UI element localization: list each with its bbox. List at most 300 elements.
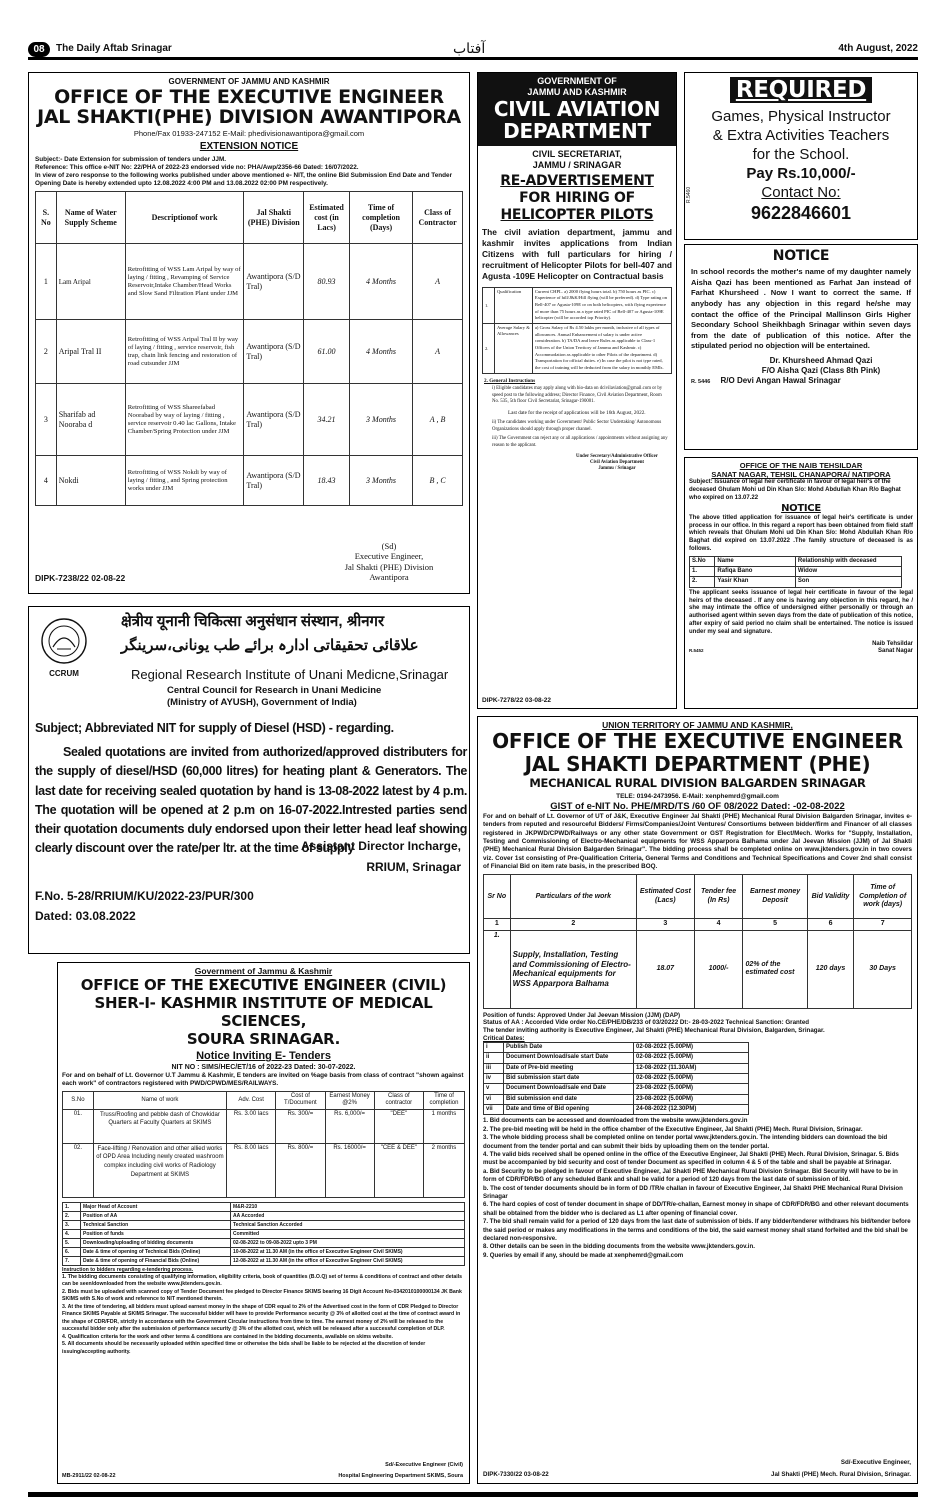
cell: 1. bbox=[63, 1202, 81, 1211]
ad1-th: Name of Water Supply Scheme bbox=[56, 192, 125, 244]
ad8-sig-1: Sd/-Executive Engineer, bbox=[840, 1459, 911, 1467]
cell: v bbox=[484, 1084, 504, 1094]
table-row bbox=[690, 577, 902, 587]
ad1-th: Time of completion (Days) bbox=[349, 192, 412, 244]
issue-date: 4th August, 2022 bbox=[838, 43, 918, 54]
cell: Downloading/uploading of bidding documents bbox=[81, 1238, 231, 1247]
table-row bbox=[36, 320, 463, 384]
cell: Yasir Khan bbox=[715, 577, 795, 587]
newspaper-logo: آفتاب bbox=[453, 40, 486, 56]
cell: Date & time of opening of Financial Bids (Online) bbox=[81, 1257, 231, 1266]
cell: Technical Sanction Accorded bbox=[231, 1220, 465, 1229]
ad7-nit: NIT NO : SIMS/HEC/ET/16 of 2022-23 Dated: 30-07-2022. bbox=[171, 1063, 356, 1071]
ad5-rno: R.5452 bbox=[689, 647, 704, 653]
ad4-sig-row bbox=[691, 376, 911, 386]
cell: M&R-2210 bbox=[231, 1202, 465, 1211]
cell: vii bbox=[484, 1105, 504, 1115]
ad5-sig-2: Sanat Nagar bbox=[877, 647, 913, 654]
ad1-title-1: OFFICE OF THE EXECUTIVE ENGINEER bbox=[54, 85, 444, 108]
ad6-sig-1: Assistant Director Incharge, bbox=[300, 839, 461, 853]
cell: 02% of the estimated cost bbox=[743, 930, 807, 1008]
cell: Supply, Installation, Testing and Commissioning of Electro-Mechanical equipments for WSS Apparpora Balhama bbox=[510, 930, 636, 1008]
ad8-title-3: MECHANICAL RURAL DIVISION BALGARDEN SRINAGAR bbox=[529, 776, 866, 791]
ad-civil-aviation bbox=[477, 72, 677, 709]
ad7-info-table bbox=[62, 1202, 465, 1267]
table-row bbox=[63, 1257, 465, 1266]
table-row bbox=[36, 384, 463, 456]
table-row bbox=[484, 1094, 749, 1104]
cell: Current CHPL. a) 2000 flying hours total. b) 750 hours as PIC. c) Experience of hill/J&K/Hill flying (will be preferred). d) Type rating on Bell-407 or Agusta-109E or on both helicopters, with flying experience of more than 75 hours as a type rated PIC of Bell-407 or Agusta-109E helicopter (will be accorded top Priority). bbox=[532, 287, 671, 323]
cell: S.No bbox=[63, 1091, 94, 1109]
ad1-th: Estimated cost (in Lacs) bbox=[304, 192, 350, 244]
table-row bbox=[484, 1043, 749, 1053]
ccrum-logo bbox=[35, 611, 93, 681]
table-row bbox=[63, 1211, 465, 1220]
cell: Son bbox=[795, 577, 901, 587]
ad6-sig-2: RRIUM, Srinagar bbox=[366, 859, 461, 874]
cell: ii bbox=[484, 1053, 504, 1063]
ad4-sig-2: F/O Aisha Qazi (Class 8th Pink) bbox=[761, 365, 881, 375]
table-row bbox=[484, 930, 912, 1008]
cell: 1000/- bbox=[694, 930, 743, 1008]
ad2-sign-1: Under Secretary/Administrative Officer bbox=[576, 454, 658, 460]
ad8-body: For and on behalf of Lt. Governor of UT of J&K, Executive Engineer Jal Shakti (PHE) Mechanical Rural Division Balgarden Srinagar, invites e-tenders from reputed and resourceful Bidders/ Firms/Companies/Joint Ventures/ Consortiums between bidder/firm and Financer of all classes registered in JKPWD/CPWD/Railways or any other state Government or GST Registration for Elect/Mech. Works for "Supply, Installation, Testing and Commissioning of Electro-Mechanical equipments for WSS Apparpora Balhama under Jal Jeevan Mission (JJM) of Jal Shakti (PHE) Mechanical Rural Division Balgarden Srinagar". The bidding process shall be completed online on www.jktenders.gov.in in two covers viz. Cover 1st consisting of Pre-Qualification Criteria, General Terms and Conditions and Technical Specifications and Cover 2nd shall consist of Financial Bid on item rate basis, in the prescribed BOQ. bbox=[483, 812, 912, 871]
ad4-title: NOTICE bbox=[772, 248, 830, 264]
ad8-point: 3. The whole bidding process shall be completed online on tender portal www.jktenders.gov.in. The intending bidders can download the bid document from the tender portal and can submit their bids by uploading them on the tender portal. bbox=[483, 1134, 888, 1150]
cell: Relationship with deceased bbox=[795, 556, 901, 566]
ad2-body: The civil aviation department, jammu and kashmir invites applications from Indian Citizens with full particulars for hiring / recruitment of Helicopter Pilots for bell-407 and Agusta -109E Helicopter on Contractual basis bbox=[482, 227, 672, 281]
ad1-subject: Subject:- Date Extension for submission of tenders under JJM. bbox=[35, 156, 227, 164]
ad6-eng-1: Regional Research Institute of Unani Medicne,Srinagar bbox=[131, 667, 449, 682]
cell: Rs. 3.00 lacs bbox=[227, 1109, 276, 1143]
ad5-body-1: The above titled application for issuance of legal heir's certificate is under process in our office. In this regard a report has been obtained from field staff which reveals that Ghulam Mohi ud Din Khan S/o: Mohd Abdullah Khan R/o Baghat did expired on 13.07.2022 .The family structure of deceased is as follows. bbox=[689, 514, 913, 553]
ad8-point: 1. Bid documents can be accessed and downloaded from the website www.jktenders.gov.in bbox=[483, 1117, 748, 1125]
cell: Awantipora (S/D Tral) bbox=[244, 456, 304, 506]
cell: A bbox=[413, 244, 463, 320]
cell: 3 bbox=[36, 384, 57, 456]
ad8-point: 8. Other details can be seen in the bidding documents from the website www.jktenders.gov.in. bbox=[483, 1243, 755, 1251]
cell: 80.93 bbox=[304, 244, 350, 320]
ad1-contact: Phone/Fax 01933-247152 E-Mail: phedivisionawantipora@gmail.com bbox=[133, 128, 365, 138]
ad5-notice: NOTICE bbox=[781, 502, 821, 514]
cell: 4. bbox=[63, 1229, 81, 1238]
cell: 61.00 bbox=[304, 320, 350, 384]
ad4-sig-1: Dr. Khursheed Ahmad Qazi bbox=[769, 356, 873, 366]
cell: 6. bbox=[63, 1248, 81, 1257]
ad2-dept-2: DEPARTMENT bbox=[503, 118, 651, 143]
cell: Average Salary & Allowances bbox=[494, 324, 532, 374]
ad2-sign-2: Civil Aviation Department bbox=[589, 460, 644, 466]
cell: Face-lifting / Renovation and other allied works of OPD Area Including newly created washroom complex including civil works of Radiology Department at SKIMS bbox=[93, 1143, 226, 1197]
ad7-instr-4: 4. Qualification criteria for the work and other terms & conditions are contained in the bidding documents, available on skims website. bbox=[62, 1333, 393, 1340]
ad6-eng-2: Central Council for Research in Unani Medicine bbox=[167, 685, 382, 696]
ad8-point: 9. Queries by email if any, should be made at xenphemrd@gmail.com bbox=[483, 1251, 684, 1259]
ad1-th: S. No bbox=[36, 192, 57, 244]
ad3-line-1: Games, Physical Instructor bbox=[711, 108, 891, 126]
ad2-signature bbox=[558, 454, 676, 472]
ad2-readvertisement: RE-ADVERTISEMENT bbox=[500, 172, 654, 189]
ad8-dates-table bbox=[483, 1042, 749, 1115]
ad7-sig: Sd/-Executive Engineer (Civil) bbox=[385, 1462, 463, 1469]
ad7-instr-1: 1. The bidding documents consisting of qualifying information, eligibility criteria, book of quantities (B.O.Q) set of terms & conditions of contract and other details can be seen/downloaded from the website www.jktenders.gov.in. bbox=[62, 1273, 463, 1288]
ad2-dipk: DIPK-7278/22 03-08-22 bbox=[482, 697, 552, 705]
ad-rrium-diesel bbox=[28, 606, 470, 954]
cell: Bid submission start date bbox=[504, 1074, 634, 1084]
cell: Adv. Cost bbox=[227, 1091, 276, 1109]
ad2-dept-1: CIVIL AVIATION bbox=[493, 96, 661, 121]
cell: Awantipora (S/D Tral) bbox=[244, 384, 304, 456]
ad1-th: Class of Contractor bbox=[413, 192, 463, 244]
cell: 120 days bbox=[807, 930, 854, 1008]
ad4-rno: R. 5446 bbox=[691, 378, 711, 385]
cell: Rs. 800/= bbox=[276, 1143, 325, 1197]
cell: 4 bbox=[694, 919, 743, 931]
cell: Rs. 8.00 lacs bbox=[227, 1143, 276, 1197]
cell: Rs. 6,000/= bbox=[325, 1109, 374, 1143]
ad8-critical-dates-title: Critical Dates: bbox=[483, 1034, 525, 1042]
ad1-sd: (Sd) bbox=[381, 541, 397, 551]
ad6-signature bbox=[301, 839, 461, 874]
cell: 2 months bbox=[423, 1143, 464, 1197]
ad1-reference: Reference: This office e-NIT No: 22/PHA of 2022-23 endorsed vide no: PHA/Awp/2356-66 Dated: 16/07/2022. bbox=[35, 163, 359, 171]
ad2-header-block bbox=[478, 73, 676, 146]
cell: S.No bbox=[690, 556, 715, 566]
cell: Bid submission end date bbox=[504, 1094, 634, 1104]
ad1-sign-2: Jal Shakti (PHE) Division bbox=[344, 561, 434, 572]
cell: 1 bbox=[484, 919, 511, 931]
table-row bbox=[63, 1229, 465, 1238]
ad6-subject: Subject; Abbreviated NIT for supply of Diesel (HSD) - regarding. bbox=[35, 721, 394, 735]
cell: Date and time of Bid opening bbox=[504, 1105, 634, 1115]
cell: 3 bbox=[637, 919, 695, 931]
cell: Qualification bbox=[494, 287, 532, 323]
ad8-title-1: OFFICE OF THE EXECUTIVE ENGINEER bbox=[492, 729, 903, 754]
cell: 7 bbox=[854, 919, 912, 931]
footer-rule bbox=[28, 1492, 918, 1497]
cell: Date & time of opening of Technical Bids (Online) bbox=[81, 1248, 231, 1257]
cell: 02-08-2022 (5.00PM) bbox=[634, 1043, 749, 1053]
ad7-sig-2: Hospital Engineering Department SKIMS, Soura bbox=[338, 1473, 463, 1480]
ad8-works-table bbox=[483, 874, 912, 1009]
ad8-point: 7. The bid shall remain valid for a period of 120 days from the last date of submission of bids. If any bidder/tenderer withdraws his bid/tender before the said period or makes any modifications in the terms and conditions of the bid, the said earnest money shall stand forfeited and the bid shall be declared non-responsive. bbox=[483, 1218, 911, 1243]
ad8-authority: The tender inviting authority is Executive Engineer, Jal Shakti (PHE) Mechanical Rural Division, Balgarden, Srinagar. bbox=[483, 1027, 825, 1035]
cell: 1. bbox=[690, 567, 715, 577]
ad2-sec-2: JAMMU / SRINAGAR bbox=[532, 159, 622, 170]
table-row bbox=[690, 567, 902, 577]
cell: 1 months bbox=[423, 1109, 464, 1143]
ad8-point: 6. The hard copies of cost of tender document in shape of DD/TR/e-challan, Earnest money in shape of CDR/FDR/BG and other relevant documents shall be obtained from the bidder who is declared as L1 after opening of financial cover. bbox=[483, 1201, 909, 1217]
cell: Technical Sanction bbox=[81, 1220, 231, 1229]
ad2-sign-3: Jammu / Srinagar bbox=[598, 465, 636, 471]
ad6-body: Sealed quotations are invited from authorized/approved distributers for the supply of diesel/HSD (60,000 litres) for heating plant & Generators. The last date for receiving sealed quotation by hand is 13-08-2022 latest by 4 p.m. The quotation will be opened at 2 p.m on 16-07-2022.Intrested parties send their quotation documents duly endorsed upon their letter head leaf showing clearly discount over the rate/per ltr. at the time of supply bbox=[35, 745, 467, 856]
ad8-dipk: DIPK-7330/22 03-08-22 bbox=[483, 1471, 549, 1479]
ad1-government: GOVERNMENT OF JAMMU AND KASHMIR bbox=[168, 77, 330, 86]
ad2-for: FOR HIRING OF bbox=[519, 189, 635, 206]
ad8-gist: GIST of e-NIT No. PHE/MRD/TS /60 OF 08/2022 Dated: -02-08-2022 bbox=[550, 801, 845, 813]
ad2-gen-text: i) Eligible candidates may apply along with bio-data on dcivilaviation@gmail.com or by speed post to the following address; Director Finance, Civil Aviation Department, Room No. 535, 5th floor Civil Secretariat, Srinagar-190001. bbox=[492, 385, 663, 405]
ad5-sanat: SANAT NAGAR, TEHSIL CHANAPORA/ NATIPORA bbox=[711, 470, 891, 480]
ad8-sig-2: Jal Shakti (PHE) Mech. Rural Division, Srinagar. bbox=[771, 1471, 911, 1479]
table-row bbox=[484, 919, 912, 931]
page-header bbox=[28, 40, 918, 62]
table-row bbox=[484, 1084, 749, 1094]
cell: Name bbox=[715, 556, 795, 566]
ad1-body: In view of zero response to the following works published under above mentioned e- NIT, the online Bid Submission End Date and Tender Opening Date is hereby extended upto 12.08.2022 4:00 PM and 13.08.2022 02:00 PM respectively. bbox=[35, 171, 453, 187]
newspaper-name: The Daily Aftab Srinagar bbox=[56, 43, 172, 54]
cell: 4 Months bbox=[349, 244, 412, 320]
ad7-instr-2: 2. Bids must be uploaded with scanned copy of Tender Document fee pledged to Director Finance SKIMS bearing 16 Digit Account No-0342010100000134 JK Bank SKIMS with S.No of work and reference to NIT mentioned therein. bbox=[62, 1288, 462, 1303]
cell: AA Accorded bbox=[231, 1211, 465, 1220]
ad5-body-2: The applicant seeks issuance of legal heir certificate in favour of the legal heirs of the deceased . If any one is having any objection in this regard, he / she may intimate the office of undersigned either personally or through an authorised agent within seven days from the date of publication of this notice, after expiry of said period no claim shall be entertained. The notice is issued under my seal and signature. bbox=[689, 589, 913, 635]
cell: 3. bbox=[63, 1220, 81, 1229]
ad1-sign-3: Awantipora bbox=[369, 572, 409, 583]
ad2-last-date: Last date for the receipt of applications will be 16th August, 2022. bbox=[508, 410, 646, 417]
ad6-dated: Dated: 03.08.2022 bbox=[35, 909, 136, 923]
cell: Position of funds bbox=[81, 1229, 231, 1238]
table-row bbox=[63, 1248, 465, 1257]
ad5-family-table bbox=[689, 556, 902, 588]
ccrum-logo-text: CCRUM bbox=[49, 669, 79, 678]
cell: 02-08-2022 (5.00PM) bbox=[634, 1053, 749, 1063]
ad-jal-shakti-mechanical bbox=[477, 716, 918, 1484]
ad1-works-table bbox=[35, 191, 463, 506]
ad1-signature bbox=[319, 541, 459, 582]
cell: Major Head of Account bbox=[81, 1202, 231, 1211]
ad2-instr-ii: ii) The candidates working under Government/ Public Sector Undertaking/ Autonomous Organizations should apply through proper channel. bbox=[492, 420, 662, 433]
cell: "DEE" bbox=[374, 1109, 423, 1143]
ad2-gen-title: 2. General Instructions bbox=[484, 377, 536, 384]
cell: 4 Months bbox=[349, 320, 412, 384]
ad-naib-tehsildar bbox=[684, 457, 918, 709]
ad3-phone: 9622846601 bbox=[750, 203, 852, 224]
ad7-footer bbox=[62, 1473, 463, 1480]
cell: A , B bbox=[413, 384, 463, 456]
cell: 5 bbox=[743, 919, 807, 931]
ad3-pay: Pay Rs.10,000/- bbox=[746, 165, 856, 183]
ad5-sig-row bbox=[689, 648, 913, 655]
cell: 18.07 bbox=[637, 930, 695, 1008]
table-row: 1. Qualification Current CHPL. a) 2000 flying hours total. b) 750 hours as PIC. c) Experience of hill/J&K/Hill flying (will be preferred). d) Type rating on Bell-407 or Agusta-109E or on both helicopters, with flying experience of more than 75 hours as a type rated PIC of Bell-407 or Agusta-109E helicopter (will be accorded top Priority). bbox=[483, 287, 672, 323]
cell: Awantipora (S/D Tral) bbox=[244, 244, 304, 320]
ad7-instr-3: 3. At the time of tendering, all bidders must upload earnest money in the shape of CDR equal to 2% of the Advertised cost in the form of CDR Pledged to Director Finance SKIMS Payable at SKIMS Srinagar. The successful bidder will have to provide Performance security @ 3% of allotted cost at the time of contract award in the shape of CDR/FDR, strictly in accordance with the Government Circular instructions from time to time. The earnest money of 2% will be released to the successful bidder only after the submission of performance security @ 3% of the allotted cost, which will be released after a successful completion of DLP. bbox=[62, 1303, 461, 1333]
table-row bbox=[63, 1091, 465, 1109]
cell: "CEE & DEE" bbox=[374, 1143, 423, 1197]
ad5-subject: Subject: Issuance of legal heir certificate in favour of legal heir's of the deceased Ghulam Mohi ud Din Khan S/o: Mohd Abdullah Khan R/o Baghat who expired on 13.07.22 bbox=[689, 479, 901, 501]
ad7-title-2: SHER-I- KASHMIR INSTITUTE OF MEDICAL SCIENCES, bbox=[94, 994, 433, 1031]
cell: 23-08-2022 (5.00PM) bbox=[634, 1084, 749, 1094]
ad7-gov: Government of Jammu & Kashmir bbox=[194, 966, 333, 976]
cell: Widow bbox=[795, 567, 901, 577]
cell: Bid Validity bbox=[807, 875, 854, 919]
cell: 12-08-2022 at 11.30 AM (in the office of Executive Engineer Civil SKIMS) bbox=[231, 1257, 465, 1266]
cell: 3 Months bbox=[349, 456, 412, 506]
cell: Estimated Cost (Lacs) bbox=[637, 875, 695, 919]
cell: Rs. 300/= bbox=[276, 1109, 325, 1143]
cell: 24-08-2022 (12.30PM) bbox=[634, 1105, 749, 1115]
cell: iv bbox=[484, 1074, 504, 1084]
table-row bbox=[36, 456, 463, 506]
ad2-criteria-table bbox=[482, 287, 672, 374]
ad8-point: b. The cost of tender documents should be in form of DD /TR/e challan in favour of Executive Engineer, Jal Shakti PHE Mechanical Rural Division Srinagar bbox=[483, 1184, 903, 1200]
cell: vi bbox=[484, 1094, 504, 1104]
ad8-point: a. Bid Security to be pledged in favour of Executive Engineer, Jal Shakti PHE Mechanical Rural Division Srinagar. Bid Security will have to be in form of CDR/FDR/BG of any scheduled Bank and shall be valid for a period of 120 days from the last date of submission of bid. bbox=[483, 1167, 898, 1184]
ad8-ut: UNION TERRITORY OF JAMMU AND KASHMIR, bbox=[602, 720, 793, 730]
ad1-notice-title: EXTENSION NOTICE bbox=[199, 140, 299, 152]
table-row bbox=[63, 1238, 465, 1247]
cell: 2 bbox=[510, 919, 636, 931]
table-row bbox=[484, 1063, 749, 1073]
ad-required-teachers bbox=[684, 72, 918, 240]
ad7-mb: MB-2911/22 02-08-22 bbox=[62, 1473, 116, 1480]
ad1-th: Descriptionof work bbox=[125, 192, 244, 244]
cell: 4 bbox=[36, 456, 57, 506]
table-row bbox=[63, 1143, 465, 1197]
table-row bbox=[63, 1220, 465, 1229]
ad3-required-banner bbox=[685, 76, 917, 104]
ad-notice-name-correction bbox=[684, 244, 918, 450]
cell: Date of Pre-bid meeting bbox=[504, 1063, 634, 1073]
ad7-intro: For and on behalf of Lt. Governor U.T Jammu & Kashmir, E tenders are invited on %age basis from class of contract "shown against each work" of contractors registered with PWD/CPWD/MES/RAILWAYS. bbox=[62, 1072, 464, 1088]
ad7-notice: Notice Inviting E- Tenders bbox=[196, 1050, 331, 1063]
cell: Time of completion bbox=[423, 1091, 464, 1109]
ad-skims-tender bbox=[57, 962, 470, 1484]
cell: Cost of T/Document bbox=[276, 1091, 325, 1109]
ad6-fno: F.No. 5-28/RRIUM/KU/2022-23/PUR/300 bbox=[35, 889, 254, 903]
cell: Lam Aripal bbox=[56, 244, 125, 320]
ad1-th: Jal Shakti (PHE) Division bbox=[244, 192, 304, 244]
cell: Awantipora (S/D Tral) bbox=[244, 320, 304, 384]
cell: Rs. 16000/= bbox=[325, 1143, 374, 1197]
ad8-pos-funds: Position of funds: Approved Under Jal Jeevan Mission (JJM) (DAP) bbox=[483, 1011, 681, 1019]
cell: Aripal Tral II bbox=[56, 320, 125, 384]
ad4-body: In school records the mother's name of my daughter namely Aisha Qazi has been mentioned as Farhat Jan instead of Farhat Khursheed . Now I want to correct the same. If anybody has any objection in this regard he/she may contact the office of the Principal Mallinson Girls Higher Secondary School Sheikhbagh Srinagar within seven days from the date of publication of this notice. After the stipulated period no objection will be entertained. bbox=[691, 267, 911, 351]
cell: a) Gross Salary of Rs 4.50 lakhs per month, inclusive of all types of allowances. Annual Enhancement of salary is under active consideration. b) TA/DA and leave Rules as applicable to Class-1 Officers of the Union Territory of Jammu and Kashmir. c) Accommodation as applicable to other Pilots of the department. d) Transportation for official duties. e) In case the pilot is not type rated, the cost of training will be deducted from the salary in monthly EMIs. bbox=[532, 324, 671, 374]
cell: 23-08-2022 (5.00PM) bbox=[634, 1094, 749, 1104]
cell: 02. bbox=[63, 1143, 94, 1197]
cell: Name of work bbox=[93, 1091, 226, 1109]
ad8-point: 2. The pre-bid meeting will be held in the office chamber of the Executive Engineer, Jal Shakti (PHE) Mech. Rural Division, Srinagar. bbox=[483, 1125, 863, 1133]
cell: Nokdi bbox=[56, 456, 125, 506]
cell: i bbox=[484, 1043, 504, 1053]
table-row bbox=[63, 1109, 465, 1143]
cell: 3 Months bbox=[349, 384, 412, 456]
table-row bbox=[484, 1074, 749, 1084]
table-row bbox=[63, 1202, 465, 1211]
cell: Publish Date bbox=[504, 1043, 634, 1053]
ad8-title-2: JAL SHAKTI DEPARTMENT (PHE) bbox=[524, 752, 871, 777]
ad2-gov-2: JAMMU AND KASHMIR bbox=[527, 86, 627, 97]
ad7-instr-title: Instruction to bidders regarding e-tendering process. bbox=[62, 1267, 194, 1274]
cell: Tender fee (In Rs) bbox=[694, 875, 743, 919]
ad1-sign-1: Executive Engineer, bbox=[354, 551, 424, 562]
cell: 2. bbox=[690, 577, 715, 587]
ad3-required: REQUIRED bbox=[730, 77, 872, 103]
cell: Retrofitting of WSS Nokdi by way of laying / fitting , and Spring protection works under JJM bbox=[125, 456, 244, 506]
cell: 5. bbox=[63, 1238, 81, 1247]
ad2-sec-1: CIVIL SECRETARIAT, bbox=[532, 148, 622, 159]
table-row bbox=[484, 1105, 749, 1115]
ad8-footer bbox=[483, 1471, 911, 1479]
ad7-title-3: SOURA SRINAGAR. bbox=[186, 1030, 341, 1049]
cell: 34.21 bbox=[304, 384, 350, 456]
ad5-office: OFFICE OF THE NAIB TEHSILDAR bbox=[739, 461, 863, 470]
cell: B , C bbox=[413, 456, 463, 506]
cell: Retrofitting of WSS Aripal Tral II by way of laying / fitting , service reservoir, fish trap, chain link fencing and restoration of road cutsunder JJM bbox=[125, 320, 244, 384]
cell: Sr No bbox=[484, 875, 511, 919]
cell: Earnest Money @2% bbox=[325, 1091, 374, 1109]
ad2-instr-iii: iii) The Government can reject any or all applications / appointments without assigning any reason to the applicant. bbox=[492, 435, 668, 448]
ad2-helicopter-pilots: HELICOPTER PILOTS bbox=[500, 207, 654, 224]
table-row bbox=[484, 875, 912, 919]
cell: Truss/Roofing and pebble dash of Chowkidar Quarters at Faculty Quarters at SKIMS bbox=[93, 1109, 226, 1143]
ad7-instr-5: 5. All documents should be necessarily uploaded within specified time or otherwise the bids shall be liable to be rejected at the discretion of tender issuing/accepting authority. bbox=[62, 1341, 426, 1355]
cell: 30 Days bbox=[854, 930, 912, 1008]
cell: Sharifab ad Nooraba d bbox=[56, 384, 125, 456]
ad8-tel: TELE: 0194-2473956. E-Mail: xenphemrd@gmail.com bbox=[616, 793, 779, 801]
cell: Document Download/sale start Date bbox=[504, 1053, 634, 1063]
cell: 1. bbox=[484, 930, 511, 1008]
ad6-urdu: علاقائی تحقیقاتی ادارہ برائے طب یونانی،سرینگر bbox=[121, 637, 419, 654]
cell: Document Download/sale end Date bbox=[504, 1084, 634, 1094]
cell: 12-08-2022 (11.30AM) bbox=[634, 1063, 749, 1073]
ad8-points bbox=[483, 1117, 912, 1260]
table-row bbox=[36, 244, 463, 320]
ad7-works-table bbox=[62, 1091, 465, 1198]
cell: Position of AA bbox=[81, 1211, 231, 1220]
ad3-contact-label: Contact No: bbox=[761, 184, 841, 202]
cell: Retrofitting of WSS Shareefabad Noorabad by way of laying / fitting , service reservoir 0.40 lac Gallons, Intake Chamber/Spring Protection under JJM bbox=[125, 384, 244, 456]
ad1-dipk: DIPK-7238/22 02-08-22 bbox=[35, 573, 126, 583]
ad8-status: Status of AA : Accorded Vide order No.CE/PHE/DB/233 of 03/20222 Dt:- 28-03-2022 Technical Sanction: Granted bbox=[483, 1019, 810, 1027]
ad3-rno: R.5460 bbox=[686, 186, 692, 203]
ad3-line-2: & Extra Activities Teachers bbox=[712, 127, 890, 145]
ad4-sig-3: R/O Devi Angan Hawal Srinagar bbox=[720, 375, 841, 385]
cell: Committed bbox=[231, 1229, 465, 1238]
header-rule bbox=[28, 57, 918, 60]
cell: Retrofitting of WSS Lam Aripal by way of laying / fitting , Revamping of Service Reservoir,Intake Chamber/Head Works and Slow Sand Filtration Plant under JJM bbox=[125, 244, 244, 320]
cell: 02-08-2022 (5.00PM) bbox=[634, 1074, 749, 1084]
cell: 10-08-2022 at 11.30 AM (in the office of Executive Engineer Civil SKIMS) bbox=[231, 1248, 465, 1257]
table-row bbox=[484, 1053, 749, 1063]
cell: Rafiqa Bano bbox=[715, 567, 795, 577]
cell: Particulars of the work bbox=[510, 875, 636, 919]
cell: 01. bbox=[63, 1109, 94, 1143]
ad-jal-shakti-awantipora bbox=[28, 72, 470, 594]
cell: 2. bbox=[63, 1211, 81, 1220]
cell: 1 bbox=[36, 244, 57, 320]
ad6-eng-3: (Ministry of AYUSH), Government of India) bbox=[167, 697, 357, 708]
cell: Class of contractor bbox=[374, 1091, 423, 1109]
cell: Earnest money Deposit bbox=[743, 875, 807, 919]
ad3-line-3: for the School. bbox=[752, 146, 850, 164]
ad1-title-2: JAL SHAKTI(PHE) DIVISION AWANTIPORA bbox=[37, 105, 461, 128]
cell: Time of Completion of work (days) bbox=[854, 875, 912, 919]
cell: 18.43 bbox=[304, 456, 350, 506]
cell: iii bbox=[484, 1063, 504, 1073]
table-row: 2. Average Salary & Allowances a) Gross Salary of Rs 4.50 lakhs per month, inclusive of all types of allowances. Annual Enhancement of salary is under active consideration. b) TA/DA and leave Rules as applicable to Class-1 Officers of the Union Territory of Jammu and Kashmir. c) Accommodation as applicable to other Pilots of the department. d) Transportation for official duties. e) In case the pilot is not type rated, the cost of training will be deducted from the salary in monthly EMIs. bbox=[483, 324, 672, 374]
cell: 6 bbox=[807, 919, 854, 931]
cell: 2 bbox=[36, 320, 57, 384]
ad6-hindi: क्षेत्रीय यूनानी चिकित्सा अनुसंधान संस्थान, श्रीनगर bbox=[121, 613, 385, 630]
ad5-sig-1: Naib Tehsildar bbox=[872, 640, 913, 647]
cell: A bbox=[413, 320, 463, 384]
ad2-gov-1: GOVERNMENT OF bbox=[537, 76, 617, 86]
cell: 02-08-2022 to 09-08-2022 upto 3 PM bbox=[231, 1238, 465, 1247]
cell: 7. bbox=[63, 1257, 81, 1266]
table-row bbox=[690, 556, 902, 566]
ad8-point: 4. The valid bids received shall be opened online in the office of the Executive Engineer, Jal Shakti (PHE) Mech. Rural Division, Srinagar. 5. Bids must be accompanied by bid security and cost of tender Document as specified in column 4 & 5 of the table and shall be payable at Srinagar. bbox=[483, 1150, 899, 1167]
page-number: 08 bbox=[28, 42, 50, 57]
